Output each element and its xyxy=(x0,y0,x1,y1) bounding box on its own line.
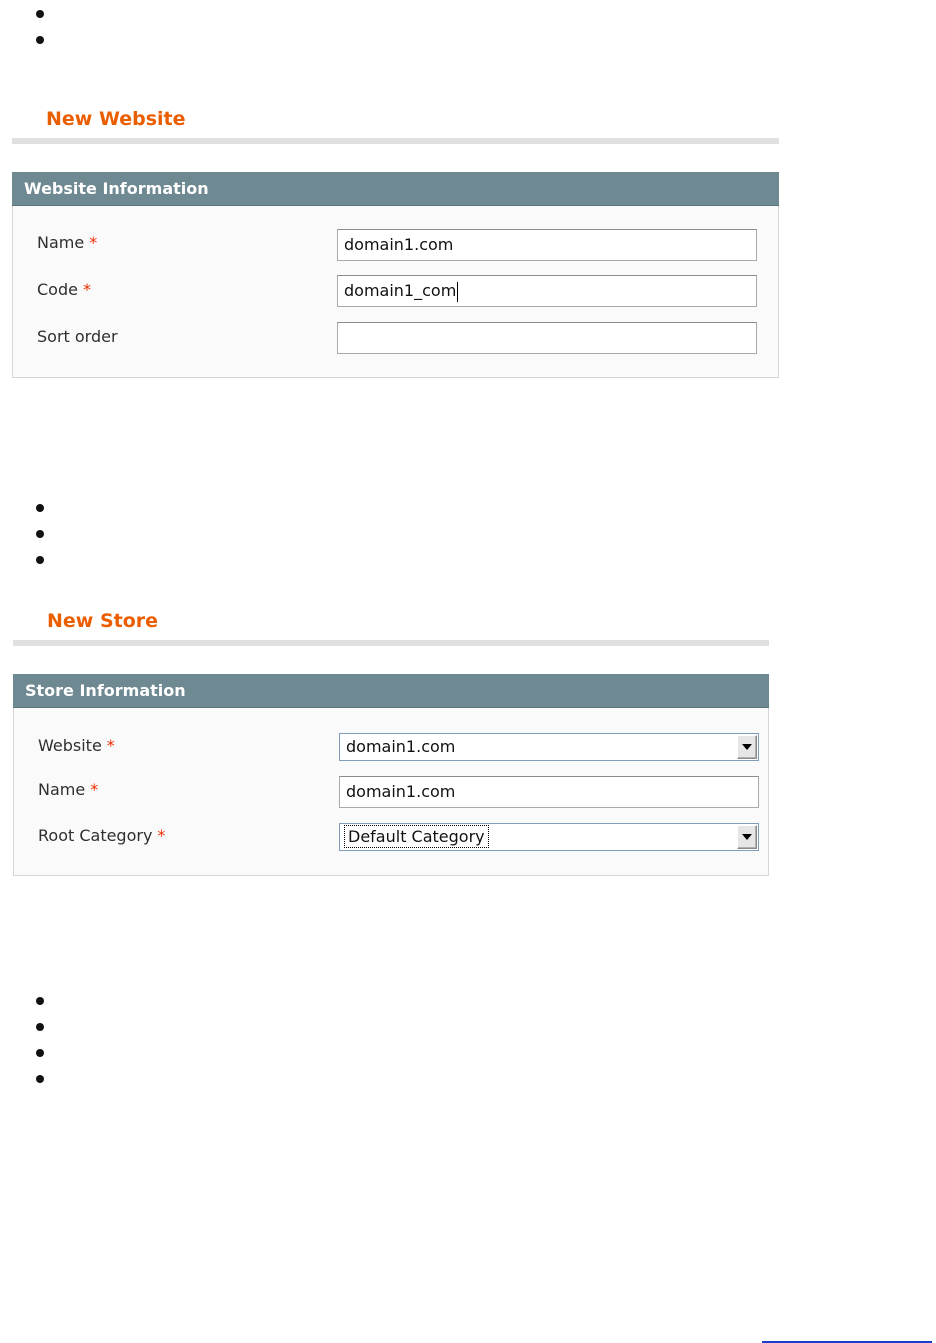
sort-order-label: Sort order xyxy=(37,327,118,346)
name-label xyxy=(37,233,97,253)
store-name-label-text: Name xyxy=(38,780,86,799)
website-label xyxy=(38,736,115,756)
store-section-title: New Store xyxy=(47,610,159,632)
list-bullet xyxy=(36,1049,44,1057)
required-marker: * xyxy=(82,280,91,299)
website-select[interactable] xyxy=(339,733,759,761)
title-divider xyxy=(12,138,779,144)
input-value: domain1_com xyxy=(344,281,457,300)
website-name-input[interactable] xyxy=(337,229,757,261)
root-category-select[interactable] xyxy=(339,823,759,851)
website-section-title: New Website xyxy=(46,108,186,130)
list-bullet xyxy=(36,504,44,512)
chevron-down-icon[interactable] xyxy=(737,735,757,759)
list-bullet xyxy=(36,997,44,1005)
root-category-label-text: Root Category xyxy=(38,826,153,845)
selected-value: domain1.com xyxy=(346,737,456,756)
title-divider xyxy=(13,640,769,646)
root-category-label xyxy=(38,826,165,846)
chevron-down-icon[interactable] xyxy=(737,825,757,849)
text-cursor xyxy=(457,282,458,302)
website-information-fieldset xyxy=(12,172,779,378)
list-bullet xyxy=(36,530,44,538)
store-information-fieldset xyxy=(13,674,769,876)
fieldset-header: Store Information xyxy=(13,674,769,708)
input-value: domain1.com xyxy=(346,782,456,801)
required-marker: * xyxy=(157,826,166,845)
sort-order-input[interactable] xyxy=(337,322,757,354)
list-bullet xyxy=(36,10,44,18)
list-bullet xyxy=(36,36,44,44)
store-name-input[interactable] xyxy=(339,776,759,808)
required-marker: * xyxy=(90,780,99,799)
list-bullet xyxy=(36,1075,44,1083)
list-bullet xyxy=(36,1023,44,1031)
name-label-text: Name xyxy=(37,233,85,252)
code-label xyxy=(37,280,91,300)
code-label-text: Code xyxy=(37,280,78,299)
website-code-input[interactable] xyxy=(337,275,757,307)
selected-value: Default Category xyxy=(348,827,485,846)
required-marker: * xyxy=(106,736,115,755)
fieldset-header: Website Information xyxy=(12,172,779,206)
list-bullet xyxy=(36,556,44,564)
website-label-text: Website xyxy=(38,736,102,755)
store-name-label xyxy=(38,780,98,800)
required-marker: * xyxy=(89,233,98,252)
input-value: domain1.com xyxy=(344,235,454,254)
